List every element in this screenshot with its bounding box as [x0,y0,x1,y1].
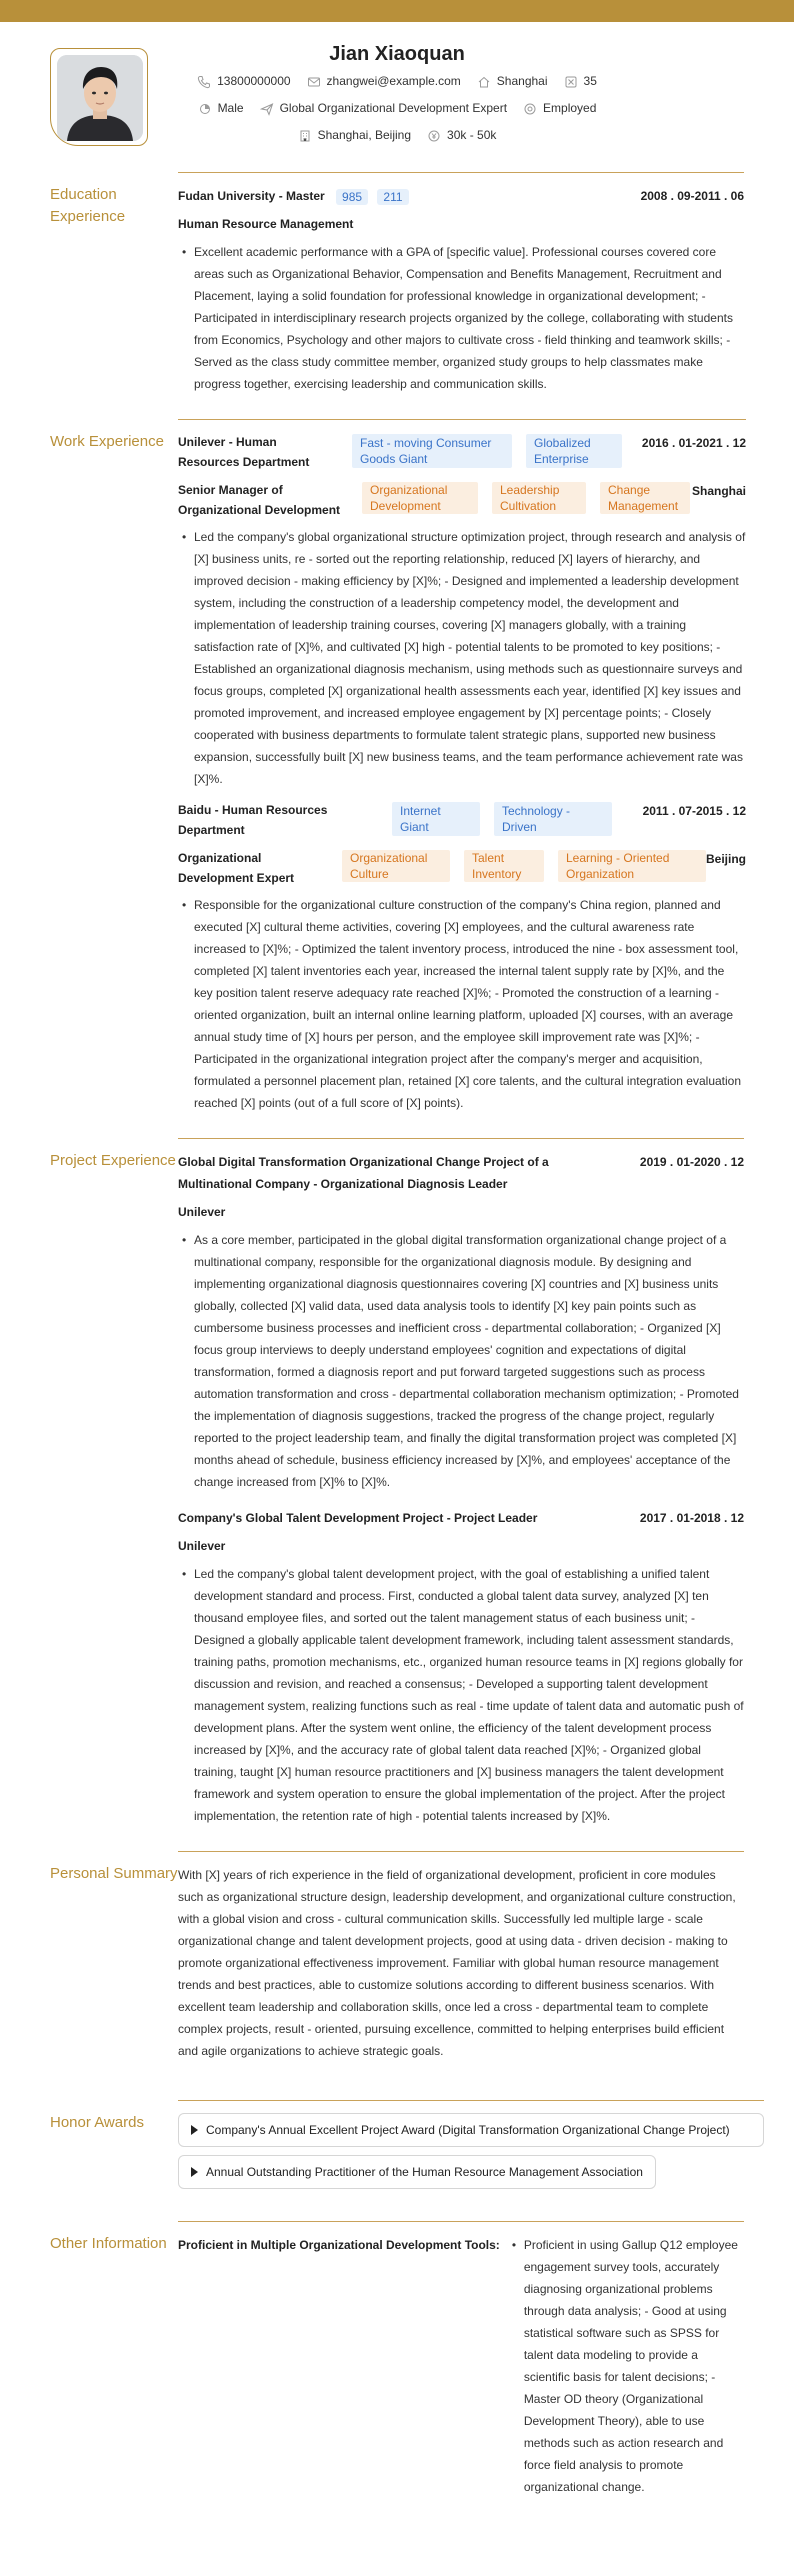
work-body [178,419,746,1138]
job-date: 2016 . 01-2021 . 12 [641,436,747,450]
job-entry-head [178,800,746,840]
project-entry [178,1151,744,1493]
project-org: Unilever [178,1539,226,1553]
project-entry [178,1507,744,1827]
skill-tag: Learning - Oriented Organization [558,850,706,882]
other-value: • Proficient in using Gallup Q12 employee engagement survey tools, accurately diagnosing organizational problems through data analysis; - Good at using statistical software such as SPSS for talent data modeling to provide a scientific basis for talent decisions; - Master OD theory (Organizational Development Theory), able to use methods such as action research and force field analysis to promote organizational change. [508,2234,740,2498]
salary-item [427,122,496,149]
project-date: 2017 . 01-2018 . 12 [639,1511,744,1525]
gender-item [198,95,244,122]
project-entry-head [178,1507,744,1529]
summary-section [0,1851,794,2100]
education-description: • Excellent academic performance with a GPA of [specific value]. Professional courses covered core areas such as Organizational Behavior, Compensation and Benefits Management, Recruitment and Placement, laying a solid foundation for professional knowledge in organizational development; - Participated in interdisciplinary research projects organized by the college, collaborating with students from Economics, Psychology and other majors to cultivate cross - field thinking and teamwork skills; - Served as the class study committee member, organized study groups to help classmates make progress together, exercising leadership and communication skills. [178,241,744,395]
project-date: 2019 . 01-2020 . 12 [639,1155,744,1169]
project-title: Company's Global Talent Development Project - Project Leader [178,1511,538,1525]
phone-icon [197,75,211,89]
school-tag: 985 [336,189,368,205]
education-entry-head [178,185,744,207]
job-city: Beijing [706,852,747,866]
company-name: Baidu - Human Resources Department [178,803,328,837]
status-text: Employed [543,101,597,115]
education-label: Education Experience [50,186,126,225]
honor-item[interactable] [178,2113,764,2147]
avatar-frame [50,48,148,146]
project-description: • Led the company's global talent development project, with the goal of establishing a unified talent development standard and process. First, conducted a global talent data survey, analyzed [X] ten thousand employee files, and sorted out the talent management status of each business unit; - Designed a globally applicable talent development framework, including talent assessment standards, training paths, promotion mechanisms, etc., organized human resource teams in [X] regions globally for discussion and revision, and reached a consensus; - Developed a supporting talent development management system, realizing functions such as real - time update of talent data and automatic push of development plans. After the system went online, the efficiency of the talent development process increased by [X]%, and the accuracy rate of global talent data reached [X]%; - Organized global training, taught [X] human resource practitioners and [X] business managers the talent development framework and system operation to ensure the global implementation of the project. After the project implementation, the retention rate of high - potential talents increased by [X]%. [178,1563,744,1827]
avatar-portrait-icon [57,55,143,141]
school-name: Fudan University - Master [178,189,325,203]
skill-tag: Change Management [600,482,690,514]
company-name: Unilever - Human Resources Department [178,435,310,469]
age-text: 35 [583,74,597,88]
job-description: • Responsible for the organizational culture construction of the company's China region, planned and executed [X] cultural theme activities, covering [X] employees, and the cultural awareness rate increased to [X]%; - Optimized the talent inventory process, introduced the nine - box assessment tool, completed [X] talent inventories each year, increased the internal talent supply rate by [X]%, and the key position talent reserve adequacy rate reached [X]%; - Promoted the construction of a learning - oriented organization, built an internal online learning platform, uploaded [X] courses, with an average annual study time of [X] hours per person, and the employee skill improvement rate was [X]%; - Participated in the organizational integration project after the company's merger and acquisition, formulated a personnel placement plan, retained [X] core talents, and the cultural integration evaluation reached [X] points (out of a full score of [X] points). [178,894,746,1114]
expand-triangle-icon [191,2167,198,2177]
honor-item[interactable] [178,2155,656,2189]
other-label: Other Information [50,2235,167,2252]
expand-triangle-icon [191,2125,198,2135]
job-description: • Led the company's global organizational structure optimization project, through research and analysis of [X] business units, re - sorted out the reporting relationship, reduced [X] layers of hierarchy, and improved decision - making efficiency by [X]%; - Designed and implemented a leadership development system, including the construction of a leadership competency model, the development and implementation of leadership training courses, covering [X] managers globally, with a training satisfaction rate of [X]%, and cultivated [X] high - potential talents to be promoted to key positions; - Established an organizational diagnosis mechanism, using methods such as questionnaire surveys and focus groups, completed [X] organizational health assessments each year, identified [X] key issues and promoted improvement, and increased employee engagement by [X] percentage points; - Closely cooperated with business departments to formulate talent strategic plans, supported new business expansion, successfully built [X] new business teams, and the team performance achievement rate was [X]%. [178,526,746,790]
education-major: Human Resource Management [178,217,354,231]
summary-label: Personal Summary [50,1865,178,1882]
salary-text: 30k - 50k [447,128,497,142]
location-text: Shanghai, Beijing [317,128,412,142]
education-body [178,172,744,419]
job-entry [178,432,746,790]
other-body [178,2221,744,2508]
skill-tag: Organizational Development [362,482,478,514]
honor-label: Honor Awards [50,2114,144,2131]
work-label: Work Experience [50,433,164,450]
gender-text: Male [217,101,244,115]
job-position: Senior Manager of Organizational Development [178,483,341,517]
city-text: Shanghai [496,74,548,88]
project-label: Project Experience [50,1152,176,1169]
project-section [0,1138,794,1851]
age-item [564,68,597,95]
job-position: Organizational Development Expert [178,851,295,885]
education-section [0,172,794,419]
top-accent-bar [0,0,794,22]
candidate-name: Jian Xiaoquan [329,43,465,65]
salary-icon [427,129,441,143]
project-org: Unilever [178,1205,226,1219]
email-text: zhangwei@example.com [326,74,461,88]
company-tag: Globalized Enterprise [526,434,622,468]
location-item [298,122,411,149]
summary-body [178,1851,744,2100]
job-city: Shanghai [692,484,747,498]
job-position-row [178,480,746,520]
gender-icon [198,102,212,116]
job-position-row [178,848,746,888]
education-date: 2008 . 09-2011 . 06 [640,189,744,203]
work-section [0,419,794,1138]
job-date: 2011 . 07-2015 . 12 [642,804,747,818]
phone-text: 13800000000 [217,74,291,88]
send-icon [260,102,274,116]
skill-tag: Talent Inventory [464,850,544,882]
company-tag: Internet Giant [392,802,480,836]
email-item [307,68,461,95]
home-icon [477,75,491,89]
honor-section [0,2100,794,2221]
email-icon [307,75,321,89]
project-entry-head [178,1151,744,1195]
resume-header [0,22,794,172]
skill-tag: Organizational Culture [342,850,450,882]
status-icon [523,102,537,116]
honor-body [178,2100,764,2221]
phone-item [197,68,290,95]
job-entry-head [178,432,746,472]
other-section [0,2221,794,2508]
summary-text: With [X] years of rich experience in the field of organizational development, proficient in core modules such as organizational structure design, leadership development, and organizational culture construction, with a global vision and cross - cultural communication skills. Successfully led multiple large - scale organizational change and talent development projects, good at using data - driven decision - making to promote organizational effectiveness improvement. Familiar with global human resource management trends and best practices, able to customize solutions according to different business scenarios. With excellent team leadership and collaboration skills, once led a cross - departmental team to complete complex projects, result - oriented, pursuing excellence, committed to helping enterprises build efficient and agile organizations to achieve strategic goals. [178,1868,736,2058]
project-description: • As a core member, participated in the global digital transformation organizational change project of a multinational company, responsible for the organizational diagnosis module. By designing and implementing organizational diagnosis questionnaires covering [X] countries and [X] business units globally, collected [X] valid data, used data analysis tools to identify [X] key pain points such as cumbersome business processes and inefficient cross - departmental collaboration; - Organized [X] focus group interviews to deeply understand employees' cognition and expectations of digital transformation, formed a diagnosis report and put forward targeted suggestions such as process automation transformation and cross - departmental collaboration mechanism optimization; - Promoted the implementation of diagnosis suggestions, tracked the progress of the change project, regularly reported to the project leadership team, and finally the digital transformation project was completed [X] months ahead of schedule, business efficiency increased by [X]%, and employees' acceptance of the change increased from [X]% to [X]%. [178,1229,744,1493]
skill-tag: Leadership Cultivation [492,482,586,514]
school-tag: 211 [377,189,408,205]
job-title-text: Global Organizational Development Expert [279,101,508,115]
city-item [477,68,548,95]
other-key: Proficient in Multiple Organizational Development Tools: [178,2238,500,2252]
honor-text: Annual Outstanding Practitioner of the Human Resource Management Association [206,2165,643,2179]
building-icon [298,129,312,143]
project-body [178,1138,744,1851]
honor-text: Company's Annual Excellent Project Award (Digital Transformation Organizational Change Project) [206,2123,730,2137]
company-tag: Fast - moving Consumer Goods Giant [352,434,512,468]
job-entry [178,800,746,1114]
avatar [57,55,143,141]
project-title: Global Digital Transformation Organizational Change Project of a Multinational Company - Organizational Diagnosis Leader [178,1155,549,1191]
status-item [523,95,596,122]
age-icon [564,75,578,89]
company-tag: Technology - Driven [494,802,612,836]
job-title-item [260,95,507,122]
